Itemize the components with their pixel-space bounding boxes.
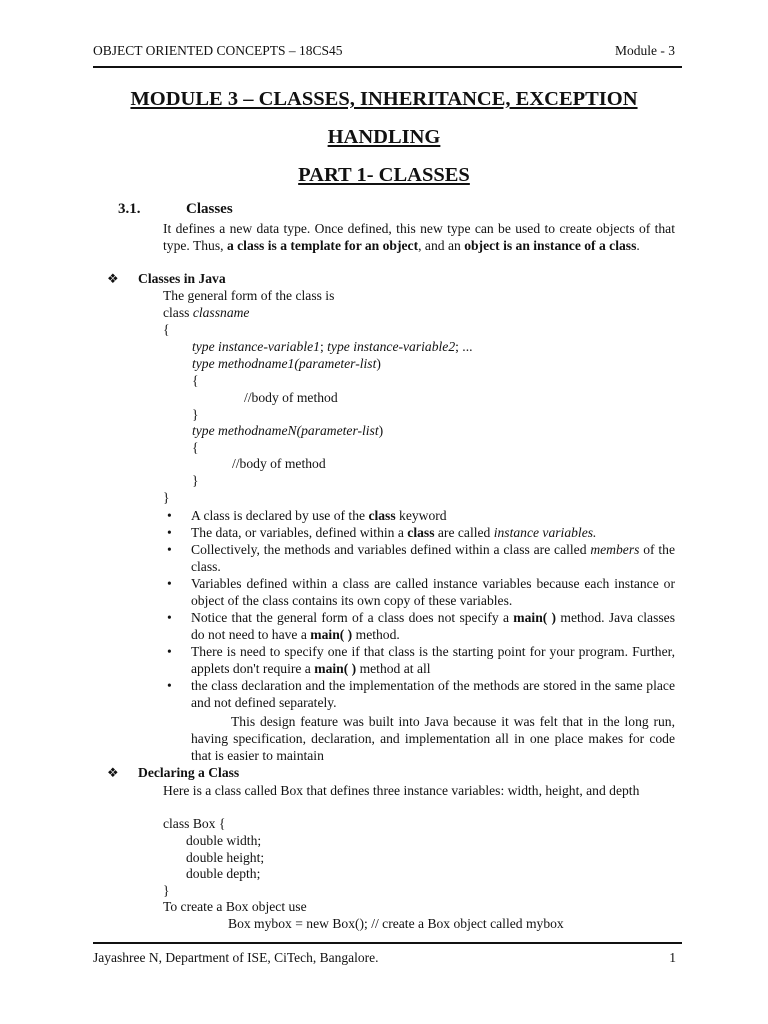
module-title-line1: MODULE 3 – CLASSES, INHERITANCE, EXCEPTION (130, 88, 638, 110)
list-item: • Collectively, the methods and variables defined within a class are called members of the class. (167, 542, 675, 574)
declaring-class-heading: Declaring a Class (138, 765, 240, 780)
page-number: 1 (669, 950, 676, 965)
list-item: • Notice that the general form of a class does not specify a main( ) method. Java classes do not need to have a main( ) method. (167, 610, 675, 642)
list-item: • The data, or variables, defined within a class are called instance variables. (167, 525, 597, 540)
code-depth: double depth; (186, 866, 261, 881)
footer-author: Jayashree N, Department of ISE, CiTech, Bangalore. (93, 950, 379, 965)
classes-in-java-heading: Classes in Java (138, 271, 226, 286)
module-title-line2: HANDLING (327, 126, 441, 148)
bullet-icon: • (167, 576, 172, 591)
code-width: double width; (186, 833, 262, 848)
bullet-icon: • (167, 610, 172, 625)
bullet-icon: • (167, 508, 172, 523)
bullet-icon: • (167, 644, 172, 659)
class-facts-list (163, 507, 675, 711)
running-header-title: OBJECT ORIENTED CONCEPTS – 18CS45 (93, 43, 343, 58)
code-method1-body: //body of method (244, 390, 338, 405)
section-intro-paragraph: It defines a new data type. Once defined, this new type can be used to create objects of that type. Thus, a class is a template for an object, and an object is an instance of a class. (163, 221, 675, 253)
diamond-bullet-icon: ❖ (107, 765, 119, 780)
code-height: double height; (186, 850, 265, 865)
create-object-code: Box mybox = new Box(); // create a Box object called mybox (228, 916, 564, 931)
design-feature-paragraph: This design feature was built into Java because it was felt that in the long run, having specification, declaration, and implementation all in one place makes for code that is easier to maintain (191, 714, 675, 763)
bullet-icon: • (167, 542, 172, 557)
part-title: PART 1- CLASSES (298, 164, 470, 186)
declaring-intro-paragraph: Here is a class called Box that defines three instance variables: width, height, and depth (163, 783, 640, 798)
bullet-icon: • (167, 525, 172, 540)
code-methodN-close: } (192, 473, 199, 488)
code-box-close: } (163, 883, 170, 898)
list-item: • the class declaration and the implementation of the methods are stored in the same place and not defined separately. (167, 678, 675, 710)
list-item: • There is need to specify one if that class is the starting point for your program. Further, applets don't require a main( ) method at all (167, 644, 675, 676)
code-method1-signature: type methodname1(parameter-list) (192, 356, 381, 371)
header-rule (93, 66, 682, 68)
general-form-intro: The general form of the class is (163, 288, 335, 303)
create-object-intro: To create a Box object use (163, 899, 307, 914)
code-class-line: class classname (163, 305, 250, 320)
code-instance-variables: type instance-variable1; type instance-variable2; ... (192, 339, 473, 354)
code-method1-open: { (192, 373, 199, 388)
list-item: • Variables defined within a class are called instance variables because each instance or object of the class contains its own copy of these variables. (167, 576, 675, 608)
code-method1-close: } (192, 407, 199, 422)
code-methodN-signature: type methodnameN(parameter-list) (192, 423, 384, 438)
section-title: Classes (186, 201, 233, 217)
footer-rule (93, 942, 682, 944)
running-header-module: Module - 3 (615, 43, 675, 58)
section-number: 3.1. (118, 201, 141, 217)
code-box-class: class Box { (163, 816, 226, 831)
bullet-icon: • (167, 678, 172, 693)
code-open-brace: { (163, 322, 170, 337)
code-close-brace: } (163, 490, 170, 505)
list-item: • A class is declared by use of the class keyword (167, 508, 447, 523)
code-methodN-body: //body of method (232, 456, 326, 471)
code-methodN-open: { (192, 440, 199, 455)
diamond-bullet-icon: ❖ (107, 271, 119, 286)
